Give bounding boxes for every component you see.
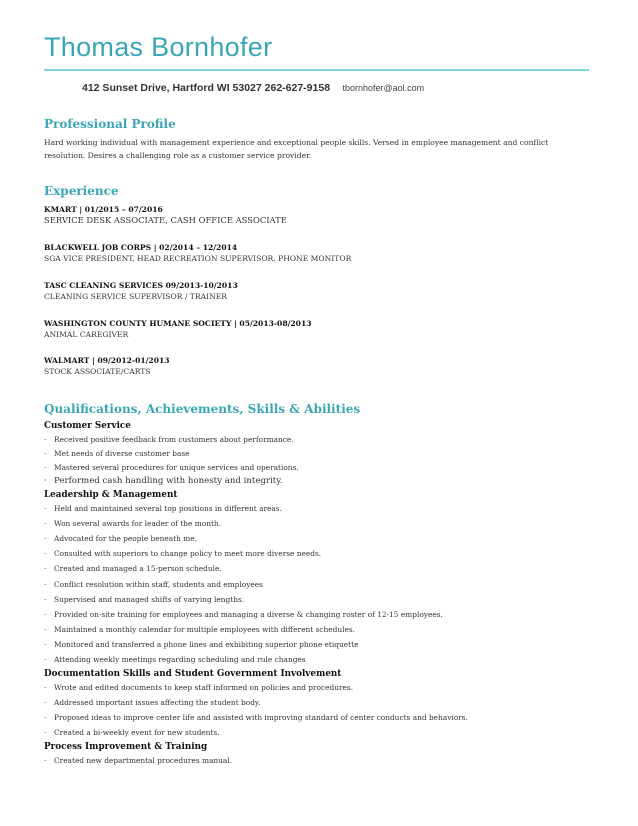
list-item-text: Performed cash handling with honesty and integrity. bbox=[54, 476, 283, 486]
bullet-icon: · bbox=[44, 595, 47, 604]
bullet-icon: · bbox=[44, 713, 47, 722]
list-item bbox=[44, 549, 321, 558]
list-item-text: Mastered several procedures for unique services and operations. bbox=[54, 463, 299, 472]
list-item-text: Created and managed a 15-person schedule. bbox=[54, 564, 222, 573]
list-item-text: Won several awards for leader of the month. bbox=[54, 519, 222, 528]
list-item-text: Consulted with superiors to change policy to meet more diverse needs. bbox=[54, 549, 322, 558]
job-employer-dates: KMART | 01/2015 – 07/2016 bbox=[44, 205, 163, 214]
list-item bbox=[44, 476, 283, 486]
list-item-text: Proposed ideas to improve center life and assisted with improving standard of center conducts and behaviors. bbox=[54, 713, 468, 722]
experience-heading: Experience bbox=[44, 184, 119, 198]
bullet-icon: · bbox=[44, 435, 47, 444]
address-phone: 412 Sunset Drive, Hartford WI 53027 262-627-9158 bbox=[82, 82, 331, 94]
job-employer-dates: BLACKWELL JOB CORPS | 02/2014 – 12/2014 bbox=[44, 243, 238, 252]
list-item-text: Monitored and transferred a phone lines and exhibiting superior phone etiquette bbox=[54, 640, 359, 649]
list-item bbox=[44, 435, 294, 444]
qualifications-heading: Qualifications, Achievements, Skills & Abilities bbox=[44, 402, 361, 416]
bullet-icon: · bbox=[44, 534, 47, 543]
bullet-icon: · bbox=[44, 756, 47, 765]
list-item bbox=[44, 519, 221, 528]
list-item bbox=[44, 698, 260, 707]
profile-heading: Professional Profile bbox=[44, 117, 176, 131]
list-item-text: Wrote and edited documents to keep staff informed on policies and procedures. bbox=[54, 683, 354, 692]
list-item-text: Advocated for the people beneath me. bbox=[54, 534, 198, 543]
list-item-text: Provided on-site training for employees and managing a diverse & changing roster of 12-15 employees. bbox=[54, 610, 443, 619]
bullet-icon: · bbox=[44, 564, 47, 573]
bullet-icon: · bbox=[44, 698, 47, 707]
email-address: tbornhofer@aol.com bbox=[342, 83, 425, 93]
list-item bbox=[44, 640, 358, 649]
list-item-text: Created new departmental procedures manual. bbox=[54, 756, 232, 765]
bullet-icon: · bbox=[44, 655, 47, 664]
bullet-icon: · bbox=[44, 549, 47, 558]
contact-line bbox=[82, 78, 424, 96]
bullet-icon: · bbox=[44, 640, 47, 649]
skill-group-heading: Process Improvement & Training bbox=[44, 742, 208, 752]
job-employer-dates: WALMART | 09/2012-01/2013 bbox=[44, 356, 170, 365]
list-item bbox=[44, 655, 306, 664]
resume-name: Thomas Bornhofer bbox=[44, 32, 273, 62]
job-entry bbox=[44, 318, 312, 340]
list-item-text: Attending weekly meetings regarding scheduling and rule changes bbox=[54, 655, 306, 664]
list-item bbox=[44, 595, 244, 604]
job-employer-dates: WASHINGTON COUNTY HUMANE SOCIETY | 05/2013-08/2013 bbox=[44, 319, 312, 328]
bullet-icon: · bbox=[44, 610, 47, 619]
header-divider bbox=[44, 69, 589, 71]
list-item bbox=[44, 580, 263, 589]
list-item bbox=[44, 728, 220, 737]
list-item bbox=[44, 713, 468, 722]
list-item bbox=[44, 463, 299, 472]
list-item-text: Addressed important issues affecting the student body. bbox=[54, 698, 261, 707]
bullet-icon: · bbox=[44, 580, 47, 589]
list-item bbox=[44, 625, 355, 634]
job-role: CLEANING SERVICE SUPERVISOR / TRAINER bbox=[44, 292, 227, 301]
bullet-icon: · bbox=[44, 519, 47, 528]
list-item bbox=[44, 683, 353, 692]
list-item bbox=[44, 564, 222, 573]
list-item-text: Supervised and managed shifts of varying lengths. bbox=[54, 595, 245, 604]
bullet-icon: · bbox=[44, 728, 47, 737]
list-item bbox=[44, 504, 282, 513]
job-entry bbox=[44, 280, 238, 302]
job-role: ANIMAL CAREGIVER bbox=[44, 330, 129, 339]
bullet-icon: · bbox=[44, 463, 47, 472]
skill-group-heading: Customer Service bbox=[44, 421, 131, 431]
job-entry bbox=[44, 242, 351, 264]
job-entry bbox=[44, 204, 287, 226]
job-employer-dates: TASC CLEANING SERVICES 09/2013-10/2013 bbox=[44, 281, 238, 290]
job-role: SGA VICE PRESIDENT, HEAD RECREATION SUPERVISOR, PHONE MONITOR bbox=[44, 254, 352, 263]
skill-group-heading: Documentation Skills and Student Government Involvement bbox=[44, 669, 342, 679]
list-item bbox=[44, 534, 197, 543]
list-item-text: Conflict resolution within staff, students and employees bbox=[54, 580, 263, 589]
list-item-text: Created a bi-weekly event for new students. bbox=[54, 728, 220, 737]
bullet-icon: · bbox=[44, 625, 47, 634]
bullet-icon: · bbox=[44, 504, 47, 513]
list-item-text: Held and maintained several top positions in different areas. bbox=[54, 504, 282, 513]
bullet-icon: · bbox=[44, 449, 47, 458]
skill-group-heading: Leadership & Management bbox=[44, 490, 178, 500]
job-role: STOCK ASSOCIATE/CARTS bbox=[44, 367, 151, 376]
list-item-text: Met needs of diverse customer base bbox=[54, 449, 190, 458]
list-item bbox=[44, 756, 232, 765]
list-item-text: Received positive feedback from customers about performance. bbox=[54, 435, 294, 444]
bullet-icon: · bbox=[44, 683, 47, 692]
list-item bbox=[44, 449, 190, 458]
profile-text: Hard working individual with management experience and exceptional people skills. Versed in employee management and conflict resolution. Desires a challenging role as a customer service provider. bbox=[44, 138, 549, 160]
bullet-icon: · bbox=[44, 476, 47, 486]
job-entry bbox=[44, 355, 170, 377]
list-item bbox=[44, 610, 443, 619]
job-role: SERVICE DESK ASSOCIATE, CASH OFFICE ASSOCIATE bbox=[44, 215, 287, 225]
list-item-text: Maintained a monthly calendar for multiple employees with different schedules. bbox=[54, 625, 355, 634]
